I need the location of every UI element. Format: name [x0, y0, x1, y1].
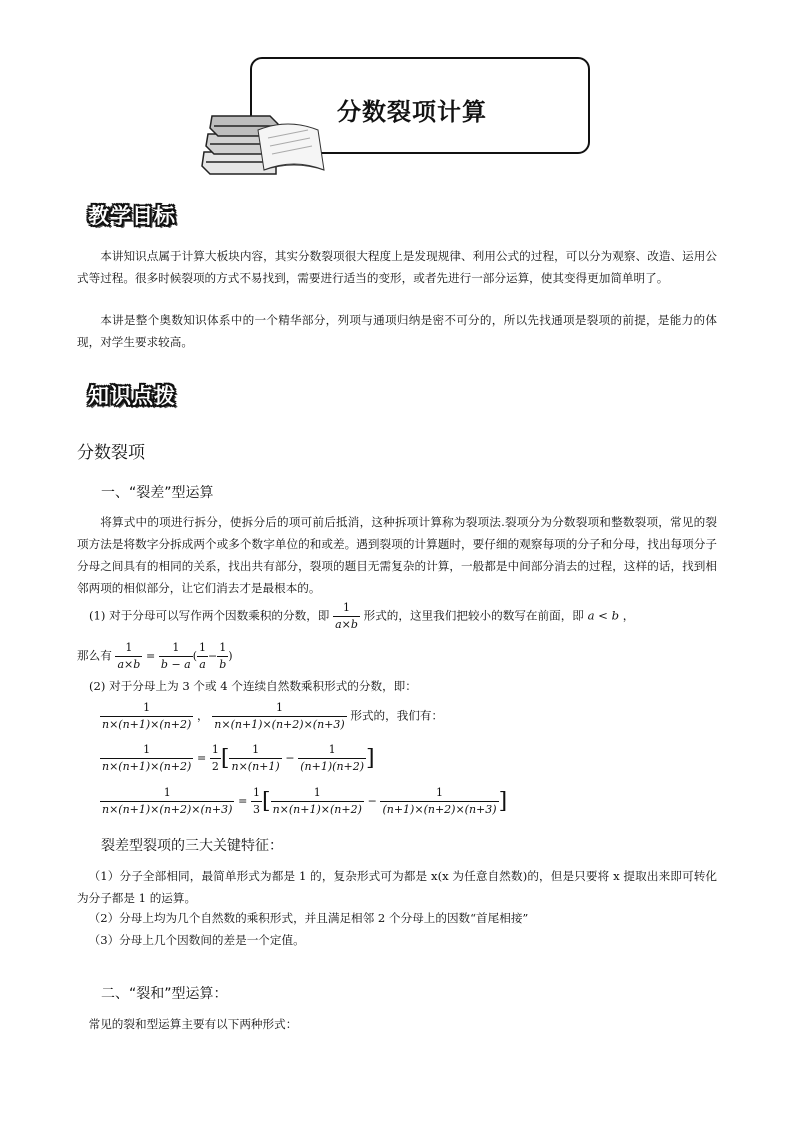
feature-1: （1）分子全部相同，最简单形式为都是 1 的，复杂形式可为都是 x(x 为任意自然数)的，但是只要将 x 提取出来即可转化为分子都是 1 的运算。: [77, 869, 717, 905]
split-sum-paragraph: 常见的裂和型运算主要有以下两种形式：: [88, 1017, 298, 1031]
formula-four-factors: $\frac{1}{n\times(n+1)\times(n+2)\times(n+3)}$ = $\frac{1}{3}$ [ $\frac{1}{n\times(n+1)\times(n+2)}$ − $\frac{1}{(n+1)\times(n+2)\times(n+3)}$ ]: [102, 786, 508, 816]
section-heading-goals: 教学目标: [88, 204, 176, 228]
fraction-1-over-axb: $\frac{1}{a\times b}$: [335, 601, 358, 631]
item-1-formula: 那么有 $\frac{1}{a\times b}$ = $\frac{1}{b - a}$ ( $\frac{1}{a}$ − $\frac{1}{b}$ ): [77, 641, 233, 671]
item-1-text-a: (1) 对于分母可以写作两个因数乘积的分数，即: [89, 608, 330, 623]
books-icon: [198, 100, 338, 180]
page-title: 分数裂项计算: [337, 98, 487, 126]
item-2: (2) 对于分母上为 3 个或 4 个连续自然数乘积形式的分数，即：: [89, 679, 417, 693]
features-title: 裂差型裂项的三大关键特征：: [101, 838, 283, 854]
item-1-text-b: 形式的，这里我们把较小的数写在前面，即: [363, 608, 584, 623]
goals-paragraph-2: 本讲是整个奥数知识体系中的一个精华部分，列项与通项归纳是密不可分的，所以先找通项是裂项的前提，是能力的体现，对学生要求较高。: [77, 313, 717, 349]
feature-2: （2）分母上均为几个自然数的乘积形式，并且满足相邻 2 个分母上的因数“首尾相接”: [88, 911, 529, 925]
item-2-forms: $\frac{1}{n\times(n+1)\times(n+2)}$ ， $\frac{1}{n\times(n+1)\times(n+2)\times(n+3)}$ 形式的，我们有：: [102, 701, 444, 731]
item-1-then: 那么有: [77, 648, 112, 663]
formula-three-factors: $\frac{1}{n\times(n+1)\times(n+2)}$ = $\frac{1}{2}$ [ $\frac{1}{n\times(n+1)}$ − $\frac{1}{(n+1)(n+2)}$ ]: [102, 743, 375, 773]
heading-split-sum: 二、“裂和”型运算：: [101, 986, 228, 1002]
goals-paragraph-1: 本讲知识点属于计算大板块内容，其实分数裂项很大程度上是发现规律、利用公式的过程，可以分为观察、改造、运用公式等过程。很多时候裂项的方式不易找到，需要进行适当的变形，或者先进行一部分运算，使其变得更加简单明了。: [77, 249, 717, 285]
feature-3: （3）分母上几个因数间的差是一个定值。: [88, 933, 305, 947]
subsection-title: 分数裂项: [77, 443, 145, 463]
split-difference-paragraph: 将算式中的项进行拆分，使拆分后的项可前后抵消，这种拆项计算称为裂项法.裂项分为分数裂项和整数裂项，常见的裂项方法是将数字分拆成两个或多个数字单位的和或差。遇到裂项的计算题时，要仔细的观察每项的分子和分母，找出每项分子分母之间具有的相同的关系，找出共有部分，裂项的题目无需复杂的计算，一般都是中间部分消去的过程，这样的话，找到相邻两项的相似部分，让它们消去才是最根本的。: [77, 515, 717, 595]
item-1-condition: a < b: [587, 608, 619, 623]
item-2-tail: 形式的，我们有：: [350, 708, 444, 723]
heading-split-difference: 一、“裂差”型运算: [101, 485, 214, 501]
item-1: (1) 对于分母可以写作两个因数乘积的分数，即 $\frac{1}{a\times b}$ 形式的，这里我们把较小的数写在前面，即 a < b ，: [89, 601, 635, 631]
section-heading-knowledge: 知识点拨: [88, 384, 176, 408]
